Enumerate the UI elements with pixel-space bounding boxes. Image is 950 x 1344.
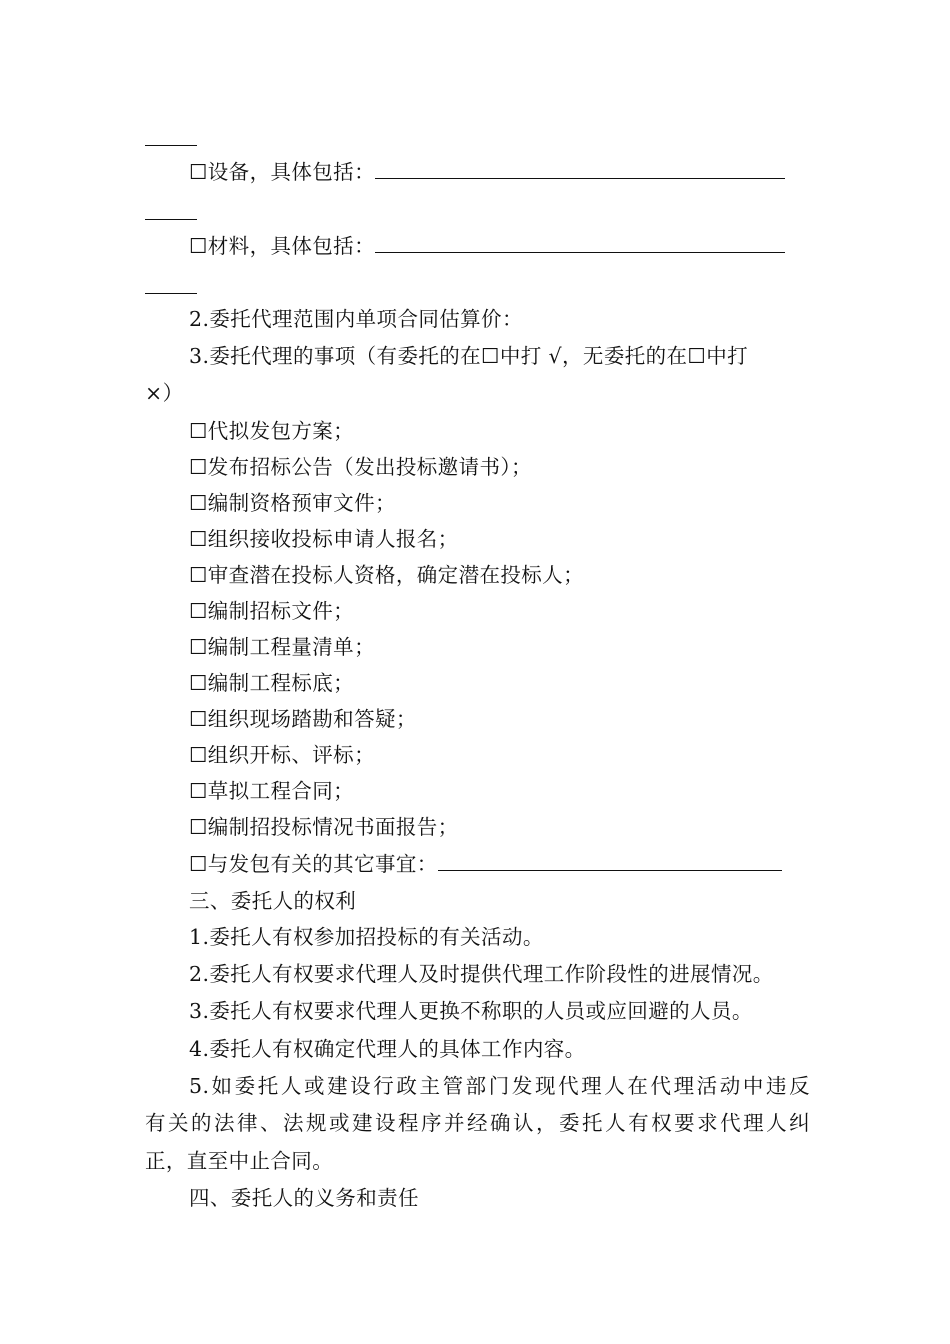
task-item: ☐编制招投标情况书面报告； (189, 815, 459, 839)
right-5-line-2: 有关的法律、法规或建设程序并经确认，委托人有权要求代理人纠 (145, 1111, 810, 1135)
section-4-title: 四、委托人的义务和责任 (189, 1186, 419, 1210)
blank-line-materials-cont (145, 266, 810, 294)
task-item-other (145, 848, 854, 879)
right-item: 4.委托人有权确定代理人的具体工作内容。 (189, 1037, 586, 1061)
right-item: 3.委托人有权要求代理人更换不称职的人员或应回避的人员。 (189, 999, 753, 1023)
equipment-label: ☐设备，具体包括： (189, 160, 375, 184)
other-matters-fill-blank[interactable] (438, 848, 782, 871)
materials-fill-blank[interactable] (375, 230, 785, 253)
blank-underline (145, 144, 197, 146)
blank-line-continuation (145, 118, 810, 146)
clause-3-line-1: 3.委托代理的事项（有委托的在☐中打 √，无委托的在☐中打 (189, 344, 748, 368)
materials-line (145, 230, 854, 261)
task-item: ☐组织现场踏勘和答疑； (189, 707, 417, 731)
task-item: ☐编制工程量清单； (189, 635, 375, 659)
task-item: ☐组织接收投标申请人报名； (189, 527, 459, 551)
clause-2: 2.委托代理范围内单项合同估算价： (189, 307, 523, 331)
right-item: 1.委托人有权参加招投标的有关活动。 (189, 925, 544, 949)
section-3-title: 三、委托人的权利 (189, 889, 357, 913)
clause-3-line-2: ×） (145, 381, 184, 405)
task-item: ☐编制工程标底； (189, 671, 355, 695)
task-item: ☐编制招标文件； (189, 599, 355, 623)
task-item: ☐组织开标、评标； (189, 743, 375, 767)
equipment-line (145, 156, 854, 187)
equipment-fill-blank[interactable] (375, 156, 785, 179)
task-item: ☐草拟工程合同； (189, 779, 355, 803)
blank-underline (145, 218, 197, 220)
task-item: ☐发布招标公告（发出投标邀请书）； (189, 455, 532, 479)
task-item: ☐编制资格预审文件； (189, 491, 396, 515)
right-5-line-1: 5.如委托人或建设行政主管部门发现代理人在代理活动中违反 (189, 1074, 810, 1098)
right-item: 2.委托人有权要求代理人及时提供代理工作阶段性的进展情况。 (189, 962, 774, 986)
blank-line-equipment-cont (145, 192, 810, 220)
materials-label: ☐材料，具体包括： (189, 234, 375, 258)
blank-underline (145, 292, 197, 294)
other-matters-label: ☐与发包有关的其它事宜： (189, 852, 438, 876)
task-item: ☐代拟发包方案； (189, 419, 355, 443)
right-5-line-3: 正，直至中止合同。 (145, 1149, 334, 1173)
task-item: ☐审查潜在投标人资格，确定潜在投标人； (189, 563, 584, 587)
